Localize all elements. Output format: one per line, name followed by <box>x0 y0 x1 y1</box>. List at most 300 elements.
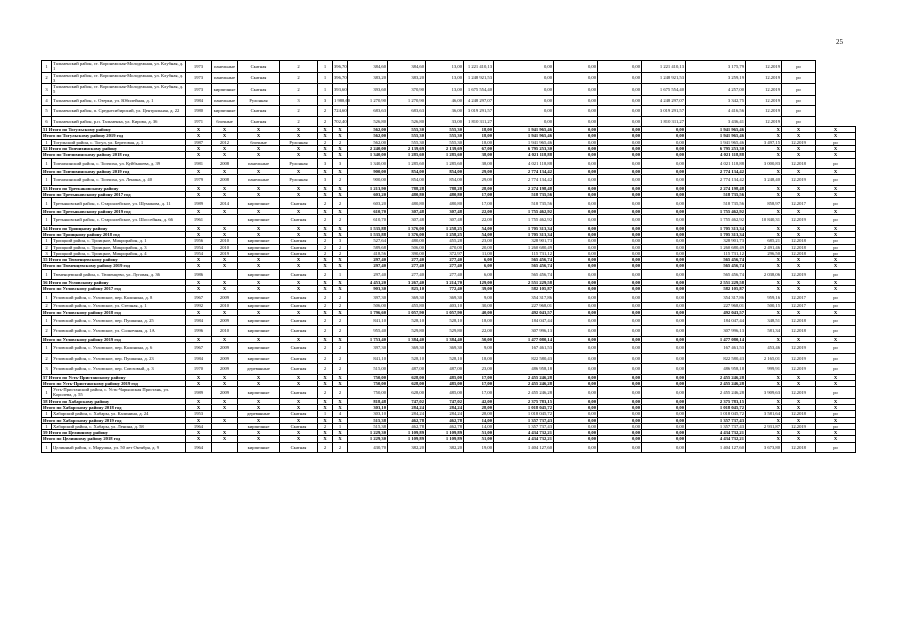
value-cell: 6,00 <box>464 269 494 280</box>
value-cell: 2009 <box>212 387 238 399</box>
value-cell: 115 731,12 <box>686 250 746 256</box>
value-cell: 2 <box>318 343 333 354</box>
value-cell: Х <box>280 263 318 269</box>
address-cell: Топчихинский район, с. Топчиха, ул. Ленина, д. 40 <box>52 175 186 186</box>
value-cell: 1 285,60 <box>426 158 464 169</box>
value-cell: Х <box>212 417 238 423</box>
value-cell: 1 535,88 <box>348 225 388 231</box>
value-cell: 0,00 <box>598 303 642 309</box>
address-cell: Угловский район, с. Угловское, пер. Калинина, д. 6 <box>52 343 186 354</box>
value-cell: кирпичные <box>238 215 280 226</box>
value-cell: 0,00 <box>554 139 598 145</box>
value-cell: 581,34 <box>746 326 782 337</box>
value-cell: Х <box>782 405 816 411</box>
value-cell: 2 <box>280 106 318 117</box>
value-cell: 1967 <box>186 343 212 354</box>
value-cell: 328 901,73 <box>494 238 554 244</box>
value-cell: Х <box>238 336 280 342</box>
value-cell: Х <box>186 430 212 436</box>
value-cell: 2 <box>318 353 333 364</box>
value-cell: 485,00 <box>426 380 464 386</box>
value-cell: 1 705 313,34 <box>494 225 554 231</box>
value-cell: Х <box>782 280 816 286</box>
value-cell: ро <box>782 61 816 73</box>
value-cell: 455,28 <box>426 238 464 244</box>
value-cell: 0,00 <box>598 72 642 84</box>
value-cell: 2 <box>318 442 333 453</box>
value-cell: 307 996,13 <box>686 326 746 337</box>
value-cell: 0,00 <box>598 286 642 292</box>
table-row <box>42 353 856 364</box>
value-cell: Х <box>333 280 348 286</box>
value-cell: ро <box>816 198 856 209</box>
value-cell: 0,00 <box>598 84 642 96</box>
value-cell: 1 258,25 <box>426 225 464 231</box>
value-cell: Х <box>186 436 212 442</box>
value-cell: 4 434 732,21 <box>686 430 746 436</box>
value-cell: 0,00 <box>598 192 642 198</box>
value-cell: ро <box>816 139 856 145</box>
value-cell: 12.2019 <box>782 343 816 354</box>
value-cell: 307,48 <box>426 208 464 214</box>
value-cell: 1 018 045,72 <box>494 411 554 417</box>
value-cell: ро <box>816 303 856 309</box>
value-cell: кирпичные <box>238 198 280 209</box>
value-cell: 382,20 <box>388 442 426 453</box>
value-cell: Х <box>186 309 212 315</box>
total-label: Итого по Топчихинскому району 2018 год <box>42 152 186 158</box>
value-cell: 0,00 <box>598 280 642 286</box>
value-cell: Х <box>186 185 212 191</box>
total-label: Итого по Усть-Пристанскому району 2019 год <box>42 380 186 386</box>
value-cell: 0,00 <box>554 146 598 152</box>
value-cell: 603,20 <box>348 192 388 198</box>
value-cell: Х <box>186 232 212 238</box>
value-cell: Х <box>746 127 782 133</box>
value-cell: 2 <box>333 244 348 250</box>
value-cell: 38,00 <box>464 158 494 169</box>
value-cell: 0,00 <box>554 175 598 186</box>
value-cell: Х <box>212 286 238 292</box>
value-cell: 955,40 <box>348 326 388 337</box>
table-row <box>42 292 856 303</box>
value-cell: 1 384,40 <box>388 336 426 342</box>
value-cell: 603,20 <box>348 198 388 209</box>
value-cell: 2 <box>280 61 318 73</box>
value-cell <box>212 215 238 226</box>
value-cell: 628,00 <box>388 374 426 380</box>
value-cell: 1 941 965,46 <box>686 127 746 133</box>
value-cell: 3 <box>318 175 333 186</box>
value-cell: Х <box>212 309 238 315</box>
value-cell: 20,00 <box>464 244 494 250</box>
value-cell: 1954 <box>186 250 212 256</box>
value-cell: 0,00 <box>598 387 642 399</box>
value-cell: 2 <box>333 353 348 364</box>
value-cell: 6,00 <box>464 263 494 269</box>
value-cell: 303,10 <box>348 405 388 411</box>
value-cell: 307,48 <box>388 215 426 226</box>
value-cell: 487,00 <box>388 364 426 375</box>
value-cell: 2 <box>333 303 348 309</box>
value-cell: 3 673,80 <box>746 442 782 453</box>
value-cell: ро <box>816 269 856 280</box>
value-cell: 492 043,57 <box>686 309 746 315</box>
value-cell: 0,00 <box>598 250 642 256</box>
table-row <box>42 116 856 127</box>
value-cell: 0,00 <box>598 326 642 337</box>
value-cell: 2 <box>333 250 348 256</box>
value-cell: 0,00 <box>554 303 598 309</box>
value-cell: 0,00 <box>642 146 686 152</box>
value-cell: 0,00 <box>642 169 686 175</box>
value-cell: 683,63 <box>388 106 426 117</box>
value-cell: Х <box>212 430 238 436</box>
value-cell: Х <box>782 286 816 292</box>
value-cell: 1 260 680,49 <box>686 244 746 250</box>
value-cell: 0,00 <box>554 225 598 231</box>
value-cell: 0,00 <box>598 225 642 231</box>
value-cell: кирпичные <box>238 244 280 250</box>
value-cell: 2 774 134,42 <box>494 169 554 175</box>
value-cell: 0,00 <box>554 343 598 354</box>
value-cell: 6 795 253,30 <box>686 146 746 152</box>
value-cell: 462,78 <box>388 423 426 429</box>
value-cell: Х <box>212 133 238 139</box>
value-cell: 1 810 311,27 <box>464 116 494 127</box>
value-cell: 418,56 <box>348 250 388 256</box>
value-cell: 0,00 <box>642 198 686 209</box>
value-cell: Х <box>333 398 348 404</box>
row-number: 1 <box>42 215 52 226</box>
value-cell: Х <box>212 192 238 198</box>
value-cell: Х <box>318 405 333 411</box>
value-cell: 12.2019 <box>782 387 816 399</box>
value-cell: 0,00 <box>642 225 686 231</box>
value-cell: 354 317,86 <box>494 292 554 303</box>
value-cell: ро <box>782 95 816 106</box>
value-cell: 1 941 965,46 <box>494 139 554 145</box>
value-cell: 529,80 <box>388 326 426 337</box>
total-label: 52 Итого по Топчихинскому району <box>42 146 186 152</box>
value-cell: 2008 <box>212 158 238 169</box>
value-cell: 382,20 <box>426 442 464 453</box>
value-cell: 348,51 <box>746 315 782 326</box>
value-cell: ро <box>816 364 856 375</box>
value-cell: 4 257,00 <box>686 84 746 96</box>
value-cell: 1 675 554,40 <box>464 84 494 96</box>
value-cell: 1984 <box>186 95 212 106</box>
value-cell: 1 357 737,43 <box>686 423 746 429</box>
table-row <box>42 106 856 117</box>
value-cell: Х <box>782 208 816 214</box>
value-cell: ро <box>816 353 856 364</box>
value-cell: 2010 <box>212 326 238 337</box>
value-cell: 1 753,40 <box>348 336 388 342</box>
value-cell: Х <box>782 192 816 198</box>
value-cell: Х <box>212 146 238 152</box>
value-cell: 0,00 <box>554 286 598 292</box>
value-cell: 0,00 <box>598 411 642 417</box>
value-cell: Х <box>746 152 782 158</box>
value-cell: 2 455 246,28 <box>494 374 554 380</box>
value-cell: 2 <box>318 139 333 145</box>
value-cell: Х <box>746 225 782 231</box>
value-cell: Х <box>816 208 856 214</box>
value-cell: Х <box>280 398 318 404</box>
value-cell: 1953 <box>186 411 212 417</box>
value-cell: 4 434 732,21 <box>686 436 746 442</box>
value-cell: 38,00 <box>464 152 494 158</box>
value-cell: Х <box>746 169 782 175</box>
value-cell: 9,00 <box>464 292 494 303</box>
table-row <box>42 84 856 96</box>
value-cell: 0,00 <box>554 309 598 315</box>
value-cell: кирпичные <box>212 106 238 117</box>
address-cell: Угловский район, с. Угловское, ул. Солнечная, д. 1А <box>52 326 186 337</box>
value-cell: 0,00 <box>554 158 598 169</box>
row-number: 2 <box>42 326 52 337</box>
value-cell: Х <box>186 225 212 231</box>
value-cell: Х <box>746 336 782 342</box>
value-cell: 818,48 <box>348 398 388 404</box>
value-cell: Х <box>816 192 856 198</box>
value-cell: 555,30 <box>388 133 426 139</box>
value-cell: Х <box>746 208 782 214</box>
value-cell: 12.2017 <box>782 292 816 303</box>
value-cell: Х <box>280 430 318 436</box>
value-cell: 11,00 <box>464 250 494 256</box>
value-cell: 284,24 <box>388 405 426 411</box>
value-cell: 2 <box>333 198 348 209</box>
value-cell: Х <box>333 336 348 342</box>
value-cell: Рулонная <box>280 175 318 186</box>
value-cell: 529,80 <box>426 326 464 337</box>
value-cell: 2009 <box>212 364 238 375</box>
value-cell: 1 018 045,72 <box>686 411 746 417</box>
value-cell: 0,00 <box>598 238 642 244</box>
value-cell: 487,00 <box>426 364 464 375</box>
value-cell: 17,00 <box>464 374 494 380</box>
value-cell: 17,00 <box>464 387 494 399</box>
value-cell: Скатная <box>280 198 318 209</box>
value-cell: Х <box>782 257 816 263</box>
value-cell: Х <box>238 405 280 411</box>
value-cell: 328 901,73 <box>686 238 746 244</box>
value-cell: 2 <box>318 364 333 375</box>
value-cell: 4 021 118,88 <box>686 158 746 169</box>
value-cell: 555,30 <box>426 127 464 133</box>
value-cell: 526,80 <box>388 116 426 127</box>
address-cell: Тальменский район, р.п. Тальменка, ул. Кирова, д. 36 <box>52 116 186 127</box>
value-cell: Х <box>238 192 280 198</box>
value-cell: Х <box>318 192 333 198</box>
value-cell: 1 <box>318 72 333 84</box>
value-cell: 1 810 311,27 <box>642 116 686 127</box>
value-cell: Х <box>238 436 280 442</box>
value-cell: Х <box>280 405 318 411</box>
total-label: 53 Итого по Третьяковскому району <box>42 185 186 191</box>
value-cell: 12.2019 <box>782 269 816 280</box>
value-cell: 610,70 <box>348 215 388 226</box>
value-cell: Х <box>746 309 782 315</box>
value-cell: 1 755 462,92 <box>494 215 554 226</box>
value-cell: 22,00 <box>464 208 494 214</box>
value-cell: 0,00 <box>642 380 686 386</box>
value-cell: 2 <box>333 442 348 453</box>
value-cell: 40,00 <box>464 309 494 315</box>
value-cell: 0,00 <box>598 198 642 209</box>
value-cell: 22,00 <box>464 326 494 337</box>
value-cell: Х <box>746 257 782 263</box>
value-cell: 277,40 <box>426 257 464 263</box>
value-cell: 825,10 <box>388 286 426 292</box>
value-cell: 297,40 <box>348 263 388 269</box>
value-cell: 1973 <box>186 84 212 96</box>
value-cell: Х <box>782 417 816 423</box>
value-cell: 18,00 <box>464 315 494 326</box>
value-cell: 2009 <box>212 343 238 354</box>
value-cell: 1987 <box>186 139 212 145</box>
value-cell: 628,00 <box>388 387 426 399</box>
value-cell: 900,00 <box>348 169 388 175</box>
address-cell: Хабарский район, с. Хабары, ул. Калинина, д. 24 <box>52 411 186 417</box>
value-cell: Х <box>782 232 816 238</box>
row-number: 1 <box>42 343 52 354</box>
value-cell: 1 340,00 <box>348 158 388 169</box>
value-cell: 1 109,89 <box>426 436 464 442</box>
value-cell: Х <box>280 309 318 315</box>
value-cell: Х <box>816 169 856 175</box>
value-cell: 430,70 <box>348 442 388 453</box>
value-cell: Х <box>318 208 333 214</box>
value-cell: 12.2017 <box>782 303 816 309</box>
value-cell: 1 384,40 <box>426 336 464 342</box>
value-cell: Х <box>318 374 333 380</box>
value-cell: Х <box>280 185 318 191</box>
value-cell: Х <box>318 127 333 133</box>
value-cell: Х <box>816 374 856 380</box>
value-cell: 1 941 965,46 <box>494 133 554 139</box>
value-cell: Х <box>333 309 348 315</box>
value-cell: кирпичные <box>238 423 280 429</box>
value-cell: Х <box>212 152 238 158</box>
value-cell: 1973 <box>186 72 212 84</box>
row-number: 3 <box>42 364 52 375</box>
value-cell: 397,30 <box>348 343 388 354</box>
value-cell: Х <box>333 263 348 269</box>
value-cell: 0,00 <box>598 139 642 145</box>
value-cell: ро <box>782 116 816 127</box>
value-cell: 277,40 <box>426 263 464 269</box>
value-cell: 0,00 <box>554 61 598 73</box>
value-cell: Х <box>280 374 318 380</box>
row-number: 1 <box>42 198 52 209</box>
value-cell: 0,00 <box>642 405 686 411</box>
value-cell: 1 <box>318 61 333 73</box>
value-cell: ро <box>816 175 856 186</box>
value-cell: 2 <box>318 238 333 244</box>
value-cell: Х <box>238 257 280 263</box>
value-cell: 0,00 <box>554 250 598 256</box>
value-cell: Х <box>816 127 856 133</box>
value-cell: 0,00 <box>554 72 598 84</box>
value-cell: 565 456,74 <box>494 269 554 280</box>
value-cell: Скатная <box>280 353 318 364</box>
value-cell: Х <box>212 405 238 411</box>
value-cell: 1 285,60 <box>426 152 464 158</box>
value-cell: 1 109,89 <box>426 430 464 436</box>
value-cell: Х <box>816 152 856 158</box>
value-cell: Х <box>333 192 348 198</box>
value-cell: 396,70 <box>333 61 348 73</box>
address-cell: Угловский район, с. Угловское, ул. Степная, д. 1 <box>52 303 186 309</box>
value-cell: 0,00 <box>598 215 642 226</box>
value-cell: 462,78 <box>426 417 464 423</box>
value-cell: 1961 <box>186 215 212 226</box>
value-cell: 6 795 253,30 <box>494 146 554 152</box>
value-cell: 3 <box>318 95 333 106</box>
value-cell: 297,40 <box>348 257 388 263</box>
total-label: Итого по Целинному району 2018 год <box>42 436 186 442</box>
value-cell: Х <box>333 185 348 191</box>
value-cell: Х <box>816 280 856 286</box>
value-cell: кирпичные <box>238 353 280 364</box>
value-cell: Х <box>318 436 333 442</box>
value-cell: Х <box>318 232 333 238</box>
value-cell: Х <box>238 225 280 231</box>
row-number: 1 <box>42 387 52 399</box>
page-number: 25 <box>836 38 843 46</box>
value-cell: 528,10 <box>388 353 426 364</box>
value-cell: панельные <box>212 61 238 73</box>
value-cell: 683,63 <box>348 106 388 117</box>
value-cell: Х <box>782 336 816 342</box>
value-cell: 0,00 <box>642 133 686 139</box>
row-number: 1 <box>42 423 52 429</box>
value-cell: 167 461,53 <box>494 343 554 354</box>
value-cell: Х <box>816 336 856 342</box>
value-cell: 1956 <box>186 238 212 244</box>
value-cell: 277,40 <box>426 269 464 280</box>
value-cell: Х <box>333 133 348 139</box>
value-cell: 0,00 <box>598 106 642 117</box>
value-cell: 2 <box>280 116 318 127</box>
value-cell: Х <box>746 398 782 404</box>
value-cell: 0,00 <box>554 263 598 269</box>
value-cell: кирпичные <box>238 269 280 280</box>
value-cell: 0,00 <box>642 292 686 303</box>
value-cell: 486 958,18 <box>494 364 554 375</box>
value-cell: 19,00 <box>464 442 494 453</box>
value-cell: 1 988,60 <box>333 95 348 106</box>
value-cell: 0,00 <box>494 106 554 117</box>
value-cell: Х <box>280 169 318 175</box>
value-cell: 284,24 <box>426 405 464 411</box>
row-number: 1 <box>42 61 52 73</box>
value-cell: 284,24 <box>426 411 464 417</box>
value-cell: 1 376,00 <box>388 232 426 238</box>
value-cell: Х <box>746 417 782 423</box>
value-cell: 307,48 <box>388 208 426 214</box>
value-cell: 1 260 680,49 <box>494 244 554 250</box>
value-cell: Х <box>746 133 782 139</box>
value-cell: 2 <box>318 269 333 280</box>
value-cell: 565 456,74 <box>494 263 554 269</box>
value-cell: кирпичные <box>238 326 280 337</box>
value-cell: Х <box>318 336 333 342</box>
value-cell: 4 248 297,07 <box>642 95 686 106</box>
